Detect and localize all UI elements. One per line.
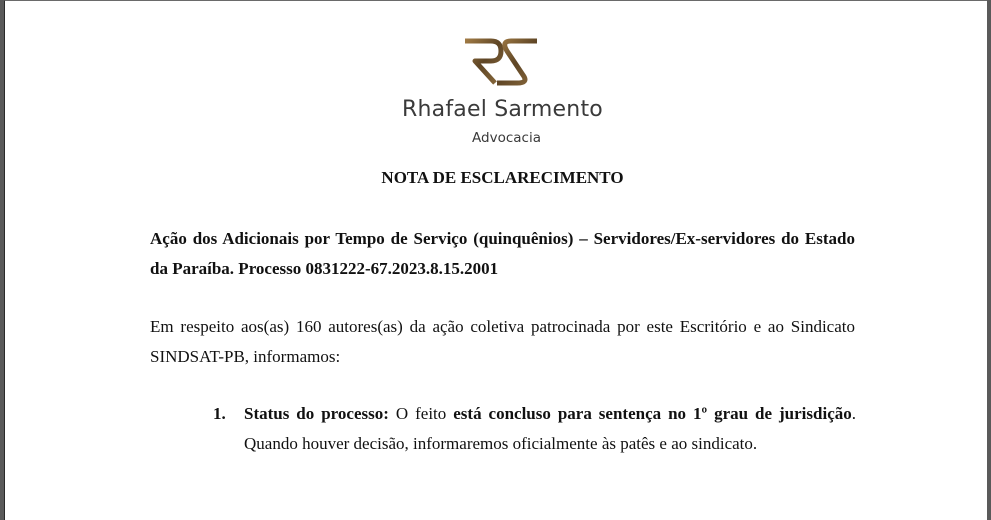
- document-page: [4, 0, 987, 520]
- item-text-part-2: . Quando houver decisão, informaremos oficialmente às patês e ao sindicato.: [244, 404, 856, 453]
- brand-subtitle: Advocacia: [472, 130, 541, 146]
- item-text-part-1: O feito: [388, 404, 454, 423]
- list-item-text: [244, 399, 856, 459]
- list-item-number: 1.: [213, 404, 226, 423]
- item-bold-status: está concluso para sentença no 1º grau de jurisdição: [453, 404, 852, 423]
- item-label: Status do processo:: [244, 404, 389, 423]
- document-heading: Ação dos Adicionais por Tempo de Serviço (quinquênios) – Servidores/Ex-servidores do Estado da Paraíba. Processo 0831222-67.2023.8.15.2001: [150, 229, 855, 278]
- rs-logo: [461, 37, 541, 89]
- intro-paragraph: Em respeito aos(as) 160 autores(as) da ação coletiva patrocinada por este Escritório e ao Sindicato SINDSAT-PB, informamos:: [150, 317, 855, 366]
- document-title: NOTA DE ESCLARECIMENTO: [381, 168, 624, 187]
- list-item: [213, 399, 856, 459]
- brand-name: Rhafael Sarmento: [402, 97, 603, 122]
